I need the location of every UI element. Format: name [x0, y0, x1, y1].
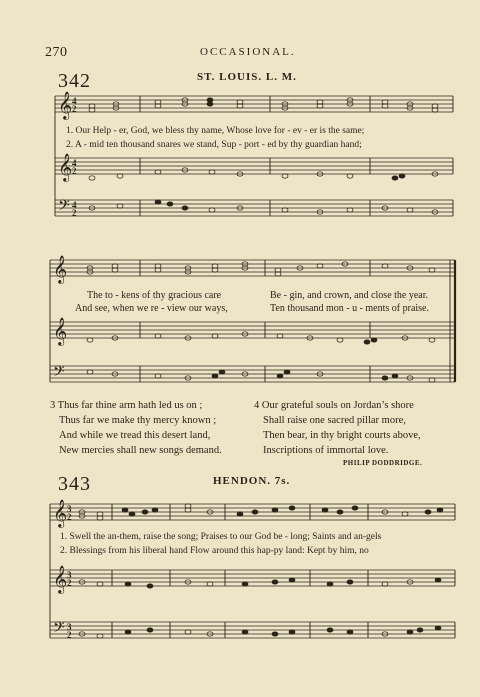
hymn-342-lyric-line-1: 1. Our Help - er, God, we bless thy name, Whose love for - ev - er is the same;	[66, 126, 365, 136]
staff-treble-6	[50, 570, 455, 586]
barlines-system-2	[50, 260, 455, 382]
verse-3-line-2: Thus far we make thy mercy known ;	[59, 415, 217, 426]
hymn-342-lyric-line-3a: The to - kens of thy gracious care	[87, 290, 222, 301]
hymn-342-author: PHILIP DODDRIDGE.	[343, 459, 423, 467]
barlines-system-3	[50, 504, 455, 638]
svg-text:𝄞: 𝄞	[58, 93, 73, 119]
hymn-342-lyric-line-4a: And see, when we re - view our ways,	[75, 303, 228, 314]
running-head: OCCASIONAL.	[200, 46, 296, 58]
hymn-342-lyric-line-2: 2. A - mid ten thousand snares we stand, Sup - port - ed by thy guardian hand;	[66, 140, 362, 150]
verse-4-line-4: Inscriptions of immortal love.	[263, 445, 389, 456]
hymn-342-verse-4	[254, 398, 421, 458]
svg-text:𝄢: 𝄢	[58, 197, 70, 217]
verse-3-line-4: New mercies shall new songs demand.	[59, 445, 222, 456]
svg-text:4: 4	[72, 200, 77, 210]
svg-text:2: 2	[72, 104, 77, 114]
svg-text:2: 2	[72, 166, 77, 176]
hymn-342-lyric-line-4b: Ten thousand mon - u - ments of praise.	[270, 303, 429, 314]
svg-text:2: 2	[67, 512, 72, 522]
verse-3-line-3: And while we tread this desert land,	[59, 430, 211, 441]
svg-text:3: 3	[67, 504, 72, 514]
svg-text:𝄢: 𝄢	[53, 363, 65, 383]
hymn-343-tune-title: HENDON. 7s.	[213, 475, 291, 487]
verse-3-line-1: 3 Thus far thine arm hath led us on ;	[50, 400, 203, 411]
staff-treble-4	[50, 322, 455, 338]
svg-text:𝄞: 𝄞	[53, 567, 68, 593]
svg-text:4: 4	[72, 96, 77, 106]
svg-text:2: 2	[67, 578, 72, 588]
clefs-system-1	[58, 92, 77, 218]
staff-treble-1	[55, 96, 453, 112]
verse-4-line-2: Shall raise one sacred pillar more,	[263, 415, 406, 426]
staff-treble-2	[55, 158, 453, 174]
notes-system-3	[79, 504, 443, 638]
svg-text:𝄞: 𝄞	[53, 257, 68, 283]
clefs-system-3	[53, 500, 72, 640]
svg-text:2: 2	[67, 630, 72, 640]
hymn-342-lyric-line-3b: Be - gin, and crown, and close the year.	[270, 290, 429, 301]
notes-system-1	[89, 98, 438, 214]
hymn-343-lyric-line-1: 1. Swell the an-them, raise the song; Praises to our God be - long; Saints and an-gels	[60, 532, 382, 542]
hymn-342-verse-3	[50, 398, 222, 458]
svg-text:𝄢: 𝄢	[53, 619, 65, 639]
hymn-343-number: 343	[58, 473, 91, 495]
hymn-343-lyric-line-2: 2. Blessings from his liberal hand Flow around this hap-py land: Kept by him, no	[60, 546, 369, 556]
page-number: 270	[45, 45, 68, 60]
svg-text:𝄞: 𝄞	[53, 501, 68, 527]
clefs-system-2	[53, 256, 67, 383]
staff-bass-3	[50, 622, 455, 638]
staff-treble-3	[50, 260, 455, 276]
svg-text:2: 2	[72, 208, 77, 218]
staff-bass-1	[55, 200, 453, 216]
svg-text:𝄞: 𝄞	[53, 319, 68, 345]
hymn-342-number: 342	[58, 70, 91, 92]
svg-text:3: 3	[67, 570, 72, 580]
verse-4-line-1: 4 Our grateful souls on Jordan’s shore	[254, 400, 414, 411]
svg-text:3: 3	[67, 622, 72, 632]
svg-text:4: 4	[72, 158, 77, 168]
barlines-system-1	[55, 96, 453, 216]
verse-4-line-3: Then bear, in thy bright courts above,	[263, 430, 421, 441]
hymn-342-tune-title: ST. LOUIS. L. M.	[197, 71, 297, 83]
svg-text:𝄞: 𝄞	[58, 155, 73, 181]
